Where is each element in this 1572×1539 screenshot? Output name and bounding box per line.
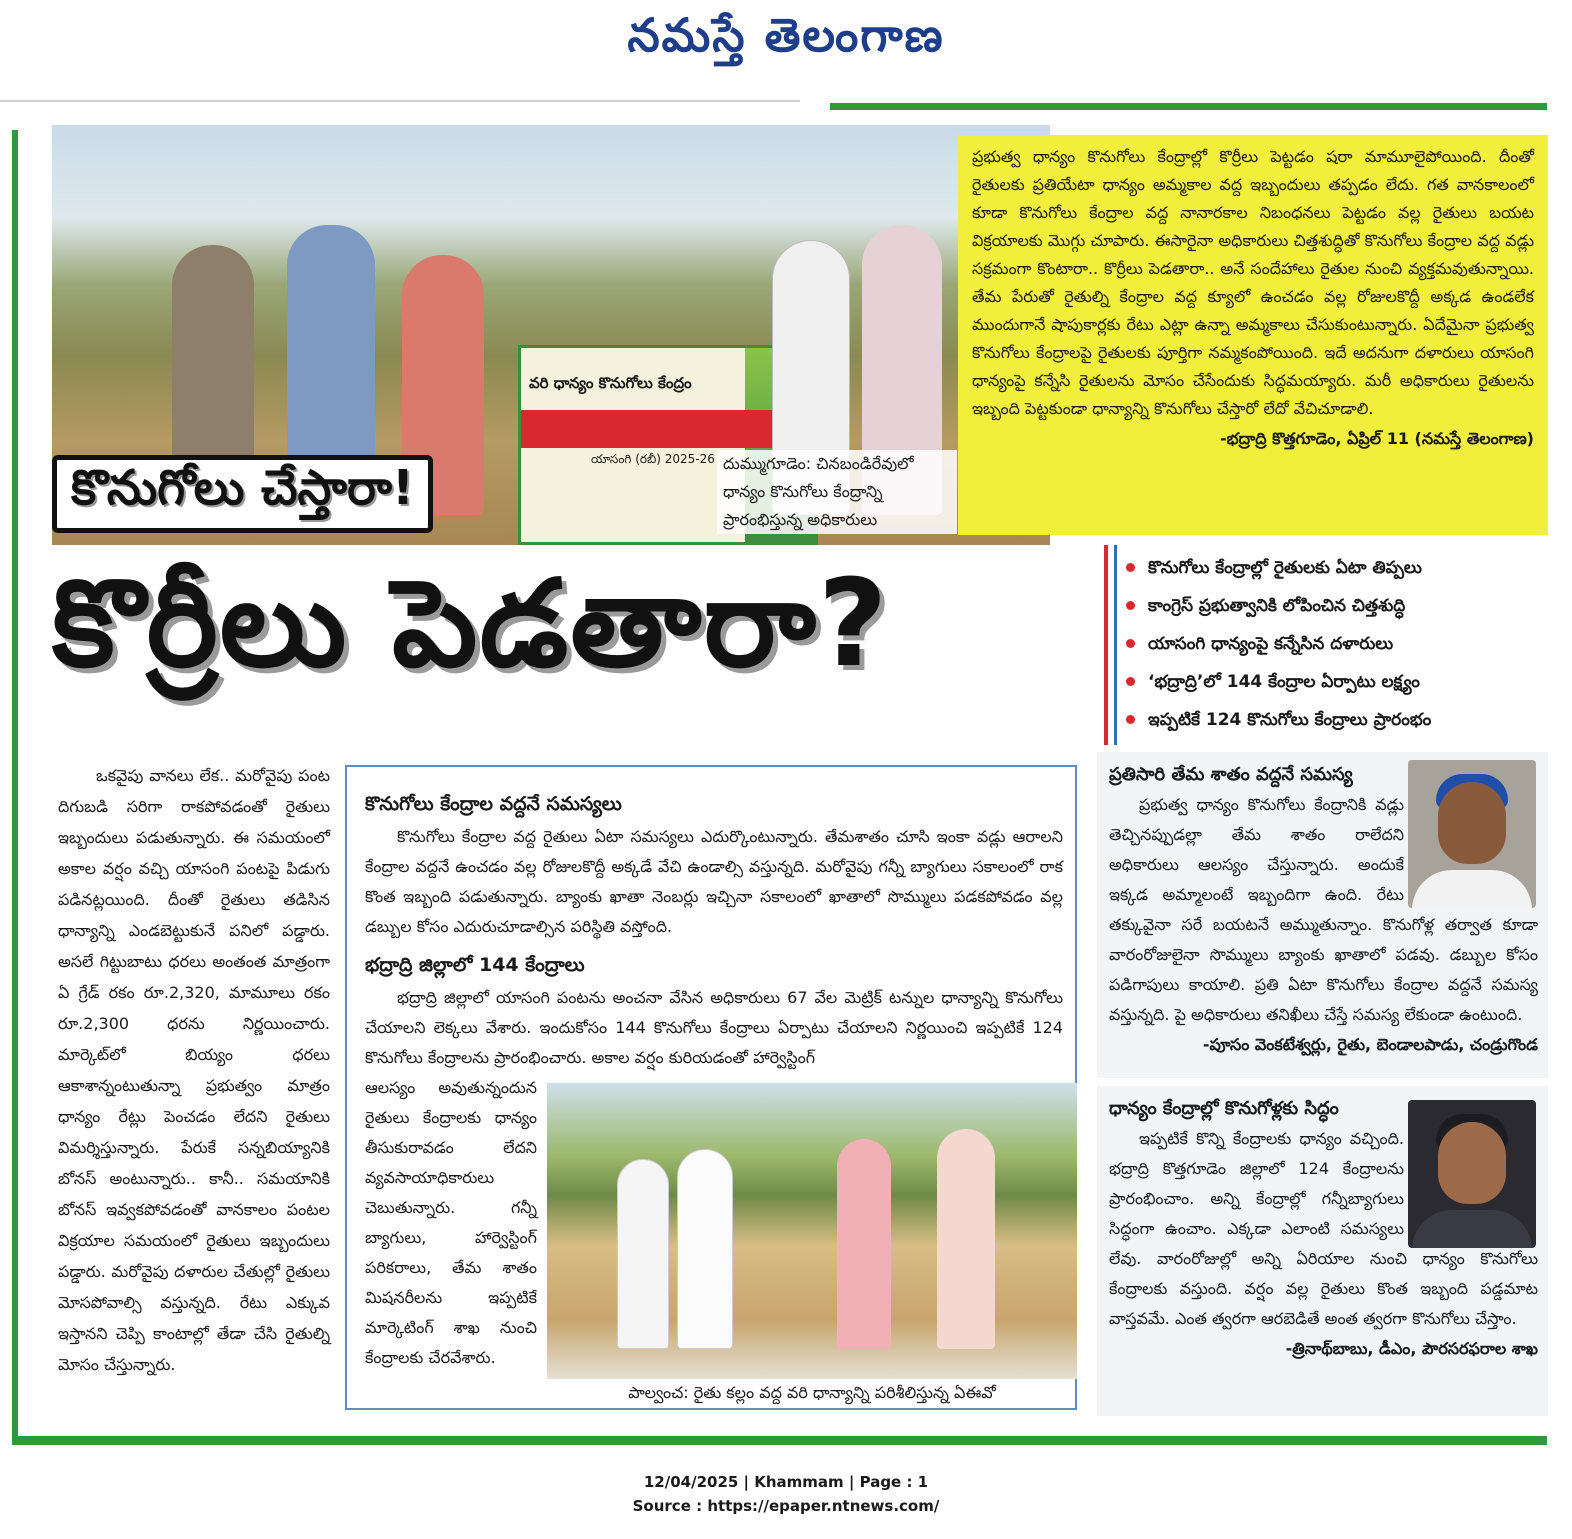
photo-person	[837, 1139, 891, 1349]
photo-person	[617, 1159, 669, 1349]
photo-person	[937, 1129, 995, 1349]
bullet-dot-icon	[1126, 677, 1135, 686]
quote-text: ప్రభుత్వ ధాన్యం కొనుగోలు కేంద్రానికి వడ్లు తెచ్చినప్పుడల్లా తేమ శాతం రాలేదని అధికారులు ఆలస్యం చేస్తున్నారు. అందుకే ఇక్కడ అమ్మాలంటే ఇబ్బందిగా ఉంది. రేటు తక్కువైనా సరే బయటనే అమ్ముతున్నాం. కొనుగోళ్ల తర్వాత కూడా వారంరోజులైనా సొమ్ములు బ్యాంకు ఖాతాలో పడవు. డబ్బుల కోసం పడిగాపులు కాయాలి. ప్రతి ఏటా కొనుగోలు కేంద్రాల వద్దనే సమస్య వస్తున్నది. పై అధికారులు తనిఖీలు చేస్తే సమస్య లేకుండా ఉంటుంది.	[1109, 795, 1538, 1024]
quote-title: ధాన్యం కేంద్రాల్లో కొనుగోళ్లకు సిద్ధం	[1109, 1098, 1339, 1119]
center-paragraph: భద్రాద్రి జిల్లాలో యాసంగి పంటను అంచనా వేసిన అధికారులు 67 వేల మెట్రిక్ టన్నుల ధాన్యాన్ని కొనుగోలు చేయాలని లెక్కలు వేశారు. ఇందుకోసం 144 కొనుగోలు కేంద్రాలు ఏర్పాటు చేయాలని నిర్ణయించి ఇప్పటికే 124 కొనుగోలు కేంద్రాలను ప్రారంభించారు. అకాల వర్షం కురియడంతో హార్వెస్టింగ్	[365, 988, 1063, 1067]
caption-line: దుమ్ముగూడెం: చినబండిరేవులో	[723, 454, 914, 473]
center-lower	[365, 1073, 1063, 1402]
bullet-dot-icon	[1126, 639, 1135, 648]
highlight-bullets	[1104, 545, 1548, 745]
bullet-dot-icon	[1126, 715, 1135, 724]
bullet-dot-icon	[1126, 563, 1135, 572]
divider-green	[830, 103, 1547, 110]
bullet-item: యాసంగి ధాన్యంపై కన్నేసిన దళారులు	[1126, 625, 1548, 663]
banner-title: వరి ధాన్యం కొనుగోలు కేంద్రం	[529, 374, 692, 392]
bullet-item: ఇప్పటికే 124 కొనుగోలు కేంద్రాలు ప్రారంభం	[1126, 701, 1548, 739]
bullet-item: కొనుగోలు కేంద్రాల్లో రైతులకు ఏటా తిప్పలు	[1126, 549, 1548, 587]
subhead-centres: భద్రాద్రి జిల్లాలో 144 కేంద్రాలు	[365, 954, 585, 976]
quote-text: ఇప్పటికే కొన్ని కేంద్రాలకు ధాన్యం వచ్చింది. భద్రాద్రి కొత్తగూడెం జిల్లాలో 124 కేంద్రాలను ప్రారంభించాం. అన్ని కేంద్రాల్లో గన్నీబ్యాగులు సిద్ధంగా ఉంచాం. ఎక్కడా ఎలాంటి సమస్యలు లేవు. వారంరోజుల్లో అన్ని ఏరియాల నుంచి ధాన్యం కొనుగోలు కేంద్రాలకు వస్తుంది. వర్షం వల్ల రైతులు కొంత ఇబ్బంది పడ్డమాట వాస్తవమే. ఎంత త్వరగా ఆరబెడితే అంత త్వరగా కొనుగోలు చేస్తాం.	[1109, 1129, 1538, 1328]
newspaper-logo: నమస్తే తెలంగాణ	[627, 8, 945, 62]
page-footer	[0, 1470, 1572, 1518]
quote-signature: -పూసం వెంకటేశ్వర్లు, రైతు, బెండాలపాడు, చండ్రుగొండ	[1202, 1035, 1538, 1054]
top-photo-caption	[717, 450, 957, 534]
center-article-box	[345, 765, 1077, 1410]
official-portrait	[1408, 1100, 1536, 1248]
quote-title: ప్రతిసారి తేమ శాతం వద్దనే సమస్య	[1109, 764, 1353, 785]
photo-person	[677, 1149, 733, 1349]
kicker-title: కొనుగోలు చేస్తారా!	[52, 455, 433, 533]
bullet-item: కాంగ్రెస్ ప్రభుత్వానికి లోపించిన చిత్తశుద్ధి	[1126, 587, 1548, 625]
left-column-text: ఒకవైపు వానలు లేక.. మరోవైపు పంట దిగుబడి సరిగా రాకపోవడంతో రైతులు ఇబ్బందులు పడుతున్నారు. ఈ సమయంలో అకాల వర్షం వచ్చి యాసంగి పంటపై పిడుగు పడినట్లయింది. దీంతో రైతులు తడిసిన ధాన్యాన్ని ఎండబెట్టుకునే పనిలో పడ్డారు. అసలే గిట్టుబాటు ధరలు అంతంత మాత్రంగా ఏ గ్రేడ్ రకం రూ.2,320, మామూలు రకం రూ.2,300 ధరను నిర్ణయించారు. మార్కెట్‌లో బియ్యం ధరలు ఆకాశాన్నంటుతున్నా ప్రభుత్వం మాత్రం ధాన్యం రేట్లు పెంచడం లేదని రైతులు విమర్శిస్తున్నారు. పేరుకే సన్నబియ్యానికి బోనస్ అంటున్నారు.. కానీ.. సమయానికి బోనస్ ఇవ్వకపోవడంతో వానకాలం పంటల విక్రయాల సమయంలో రైతులు ఇబ్బందులు పడ్డారు. మరోవైపు దళారుల చేతుల్లో రైతులు మోసపోవాల్సి వస్తున్నది. రేటు ఎక్కువ ఇస్తానని చెప్పి కాంటాల్లో తేడా చేసి రైతుల్ని మోసం చేస్తున్నారు.	[58, 766, 330, 1374]
bottom-green-rule	[12, 1436, 1547, 1445]
caption-line: ప్రారంభిస్తున్న అధికారులు	[723, 510, 878, 529]
divider-left	[0, 100, 800, 102]
paddy-photo	[547, 1083, 1077, 1379]
center-paragraph: కొనుగోలు కేంద్రాల వద్ద రైతులు ఏటా సమస్యలు ఎదుర్కొంటున్నారు. తేమశాతం చూసి ఇంకా వడ్లు ఆరాలని కేంద్రాల వద్దనే ఉంచడం వల్ల రోజులకొద్దీ అక్కడే వేచి ఉండాల్సి వస్తున్నది. మరోవైపు గన్నీ బ్యాగులు సకాలంలో రాక కొంత ఇబ్బంది పడుతున్నారు. బ్యాంకు ఖాతా నెంబర్లు ఇచ్చినా సకాలంలో ఖాతాలో సొమ్ములు పడకపోవడం వల్ల డబ్బుల కోసం ఎదురుచూడాల్సిన పరిస్థితి వస్తోంది.	[365, 827, 1063, 936]
farmer-quote-box	[1097, 752, 1548, 1078]
intro-box	[958, 135, 1548, 535]
main-headline: కొర్రీలు పెడతారా?	[52, 555, 890, 694]
footer-edition: 12/04/2025 | Khammam | Page : 1	[643, 1473, 929, 1491]
quote-signature: -త్రినాథ్‌బాబు, డీఎం, పౌరసరఫరాల శాఖ	[1285, 1339, 1538, 1358]
bullet-dot-icon	[1126, 601, 1135, 610]
left-column-article	[58, 760, 330, 1380]
official-quote-box	[1097, 1086, 1548, 1416]
center-paragraph-continued: ఆలస్యం అవుతున్నందున రైతులు కేంద్రాలకు ధాన్యం తీసుకురావడం లేదని వ్యవసాయాధికారులు చెబుతున్నారు. గన్నీ బ్యాగులు, హార్వెస్టింగ్ పరికరాలు, తేమ శాతం మిషనరీలను ఇప్పటికే మార్కెటింగ్ శాఖ నుంచి కేంద్రాలకు చేరవేశారు.	[365, 1078, 537, 1367]
caption-line: ధాన్యం కొనుగోలు కేంద్రాన్ని	[723, 482, 883, 501]
banner-red-strip	[521, 410, 815, 448]
masthead	[0, 0, 1572, 80]
left-green-rule	[12, 130, 18, 1445]
subhead-problems: కొనుగోలు కేంద్రాల వద్దనే సమస్యలు	[365, 793, 622, 815]
footer-source: Source : https://epaper.ntnews.com/	[632, 1497, 940, 1515]
intro-text: ప్రభుత్వ ధాన్యం కొనుగోలు కేంద్రాల్లో కొర్రీలు పెట్టడం షరా మామూలైపోయింది. దీంతో రైతులకు ప్రతియేటా ధాన్యం అమ్మకాల వద్ద ఇబ్బందులు తప్పడం లేదు. గత వానకాలంలో కూడా కొనుగోలు కేంద్రాల వద్ద నానారకాల నిబంధనలు పెట్టడం వల్ల రైతులు బయట విక్రయాలకు మొగ్గు చూపారు. ఈసారైనా అధికారులు చిత్తశుద్ధితో కొనుగోలు కేంద్రాల వద్ద వడ్లు సక్రమంగా కొంటారా.. కొర్రీలు పెడతారా.. అనే సందేహాలు రైతుల నుంచి వ్యక్తమవుతున్నాయి. తేమ పేరుతో రైతుల్ని కేంద్రాల వద్ద క్యూలో ఉంచడం వల్ల రోజులకొద్దీ అక్కడ ఉండలేక ముందుగానే షాపుకార్లకు రేటు ఎట్లా ఉన్నా అమ్మకాలు చేసుకుంటున్నారు. ఏదేమైనా ప్రభుత్వ కొనుగోలు కేంద్రాలపై రైతులకు పూర్తిగా నమ్మకంపోయింది. ఇదే అదనుగా దళారులు యాసంగి ధాన్యంపై కన్నేసి రైతులను మోసం చేసేందుకు సిద్ధమయ్యారు. మరీ అధికారులు రైతులను ఇబ్బంది పెట్టకుండా ధాన్యాన్ని కొనుగోలు చేస్తారో లేదో వేచిచూడాలి.	[972, 147, 1534, 418]
dateline: -భద్రాద్రి కొత్తగూడెం, ఏప్రిల్ 11 (నమస్తే తెలంగాణ)	[1219, 429, 1534, 448]
farmer-portrait	[1408, 760, 1536, 908]
paddy-photo-caption: పాల్వంచ: రైతు కల్లం వద్ద వరి ధాన్యాన్ని పరిశీలిస్తున్న ఏఈవో	[628, 1383, 996, 1402]
bullet-item: ‘భద్రాద్రి’లో 144 కేంద్రాల ఏర్పాటు లక్ష్యం	[1126, 663, 1548, 701]
banner-season: యాసంగి (రబీ) 2025-26	[591, 452, 715, 466]
